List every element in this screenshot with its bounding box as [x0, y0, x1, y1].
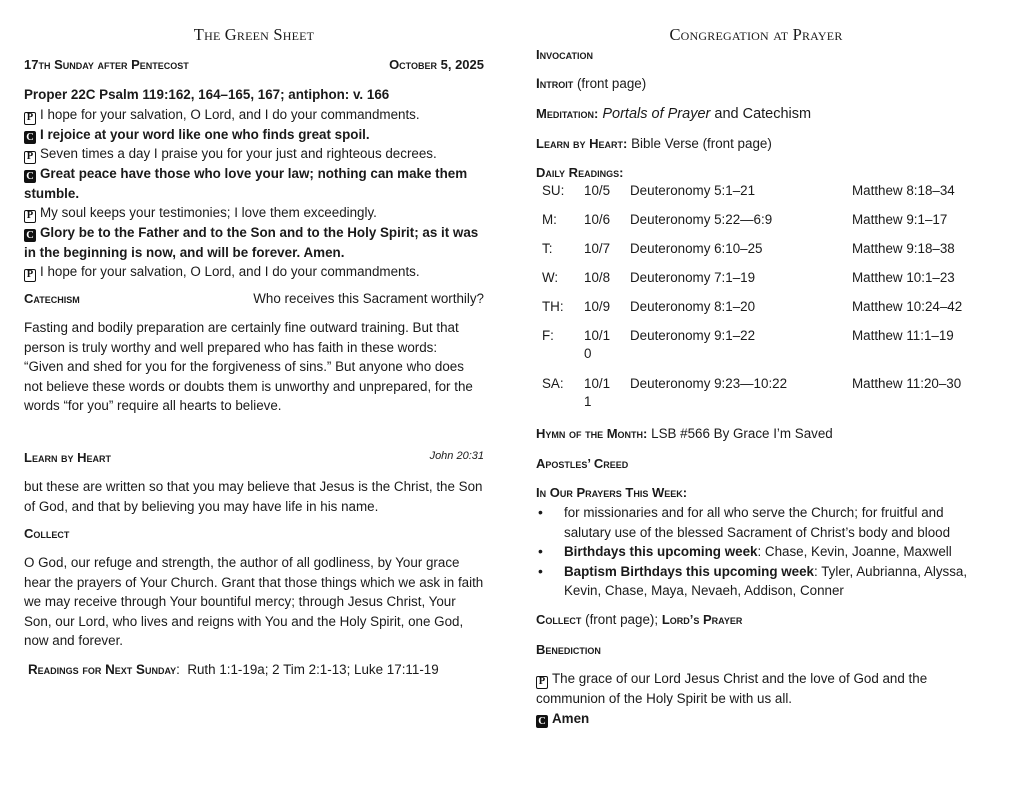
- sunday-label: 17th Sunday after Pentecost: [24, 57, 189, 72]
- pastor-icon: P: [24, 151, 36, 164]
- reading-row: TH: 10/9 Deuteronomy 8:1–20 Matthew 10:24–42: [542, 299, 963, 314]
- collect-heading: Collect: [24, 526, 70, 541]
- hymn-text: LSB #566 By Grace I’m Saved: [651, 426, 833, 441]
- next-sunday-text: Ruth 1:1-19a; 2 Tim 2:1-13; Luke 17:11-19: [187, 662, 439, 677]
- catechism-answer: Fasting and bodily preparation are certainly fine outward training. But that person is truly worthy and well prepared who has faith in these words: “Given and shed for you for the forgiveness of sins.” But anyone who does not believe these words or doubts them is unworthy and unprepared, for the words “for you” require all hearts to believe.: [24, 320, 473, 413]
- invocation-heading: Invocation: [536, 47, 593, 62]
- creed-heading: Apostles’ Creed: [536, 456, 629, 471]
- prayers-list: [536, 503, 976, 601]
- reading-row: M: 10/6 Deuteronomy 5:22—6:9 Matthew 9:1–17: [542, 212, 948, 227]
- congregation-icon: C: [24, 170, 36, 183]
- prayer-item: • for missionaries and for all who serve the Church; for fruitful and salutary use of the blessed Sacrament of Christ’s body and blood: [536, 503, 976, 542]
- introit-line: P Seven times a day I praise you for your just and righteous decrees.: [24, 144, 484, 164]
- meditation-line: Meditation: Portals of Prayer and Catechism: [536, 106, 812, 122]
- benediction-congregation-line: C Amen: [536, 709, 966, 729]
- benediction-pastor-line: P The grace of our Lord Jesus Christ and the love of God and the communion of the Holy Spirit be with us all.: [536, 671, 928, 706]
- learn-by-heart-verse: but these are written so that you may believe that Jesus is the Christ, the Son of God, and that by believing you may have life in his name.: [24, 479, 483, 514]
- page-title: Congregation at Prayer: [669, 25, 843, 44]
- reading-row: SA: 10/11 Deuteronomy 9:23—10:22 Matthew 11:20–30: [542, 376, 962, 409]
- pastor-icon: P: [24, 210, 36, 223]
- reading-row: SU: 10/5 Deuteronomy 5:1–21 Matthew 8:18–34: [542, 183, 955, 198]
- learn-by-heart-header: [24, 450, 484, 465]
- pastor-icon: P: [24, 112, 36, 125]
- introit-line: P I hope for your salvation, O Lord, and I do your commandments.: [24, 105, 484, 125]
- introit-heading: Proper 22C Psalm 119:162, 164–165, 167; antiphon: v. 166: [24, 87, 390, 102]
- next-sunday-readings: Readings for Next Sunday: Ruth 1:1-19a; 2 Tim 2:1-13; Luke 17:11-19: [28, 662, 439, 677]
- congregation-icon: C: [536, 715, 548, 728]
- prayers-heading: In Our Prayers This Week:: [536, 485, 688, 500]
- meditation-title: Portals of Prayer: [602, 106, 711, 122]
- introit-line: C I rejoice at your word like one who finds great spoil.: [24, 125, 484, 145]
- introit-line: P My soul keeps your testimonies; I love them exceedingly.: [24, 203, 484, 223]
- page-title: The Green Sheet: [193, 25, 315, 44]
- learn-by-heart-heading: Learn by Heart: [24, 450, 112, 465]
- benediction-text: [536, 669, 966, 728]
- service-header: [24, 57, 484, 72]
- reading-row: F: 10/10 Deuteronomy 9:1–22 Matthew 11:1–19: [542, 328, 954, 361]
- next-sunday-label: Readings for Next Sunday: [28, 662, 177, 677]
- introit-line: P I hope for your salvation, O Lord, and I do your commandments.: [24, 262, 484, 282]
- reading-row: W: 10/8 Deuteronomy 7:1–19 Matthew 10:1–23: [542, 270, 955, 285]
- verse-reference: John 20:31: [429, 450, 484, 462]
- introit-line: C Great peace have those who love your law; nothing can make them stumble.: [24, 166, 468, 201]
- catechism-header: [24, 291, 484, 306]
- catechism-heading: Catechism: [24, 291, 80, 306]
- congregation-icon: C: [24, 229, 36, 242]
- introit-line: C Glory be to the Father and to the Son and to the Holy Spirit; as it was in the beginning is now, and will be forever. Amen.: [24, 225, 479, 260]
- collect-prayer-line: Collect (front page); Lord’s Prayer: [536, 612, 743, 627]
- catechism-question: Who receives this Sacrament worthily?: [253, 291, 484, 306]
- service-date: October 5, 2025: [389, 57, 484, 72]
- prayer-item: • Baptism Birthdays this upcoming week: Tyler, Aubrianna, Alyssa, Kevin, Chase, Maya, Nevaeh, Addison, Conner: [536, 562, 976, 601]
- hymn-line: Hymn of the Month: LSB #566 By Grace I’m Saved: [536, 426, 833, 441]
- daily-readings-heading: Daily Readings:: [536, 165, 624, 180]
- prayer-item: • Birthdays this upcoming week: Chase, Kevin, Joanne, Maxwell: [536, 542, 976, 562]
- collect-text: O God, our refuge and strength, the author of all godliness, by Your grace hear the prayers of Your Church. Grant that those things which we ask in faith we may receive through Your bountiful mercy; through Jesus Christ, Your Son, our Lord, who lives and reigns with You and the Holy Spirit, one God, now and forever.: [24, 555, 484, 648]
- introit-line: Introit (front page): [536, 76, 647, 91]
- pastor-icon: P: [536, 676, 548, 689]
- pastor-icon: P: [24, 269, 36, 282]
- introit-section: [24, 85, 484, 282]
- daily-readings-table: [536, 182, 976, 423]
- congregation-icon: C: [24, 131, 36, 144]
- learn-by-heart-line: Learn by Heart: Bible Verse (front page): [536, 136, 772, 151]
- reading-row: T: 10/7 Deuteronomy 6:10–25 Matthew 9:18–38: [542, 241, 955, 256]
- benediction-heading: Benediction: [536, 642, 601, 657]
